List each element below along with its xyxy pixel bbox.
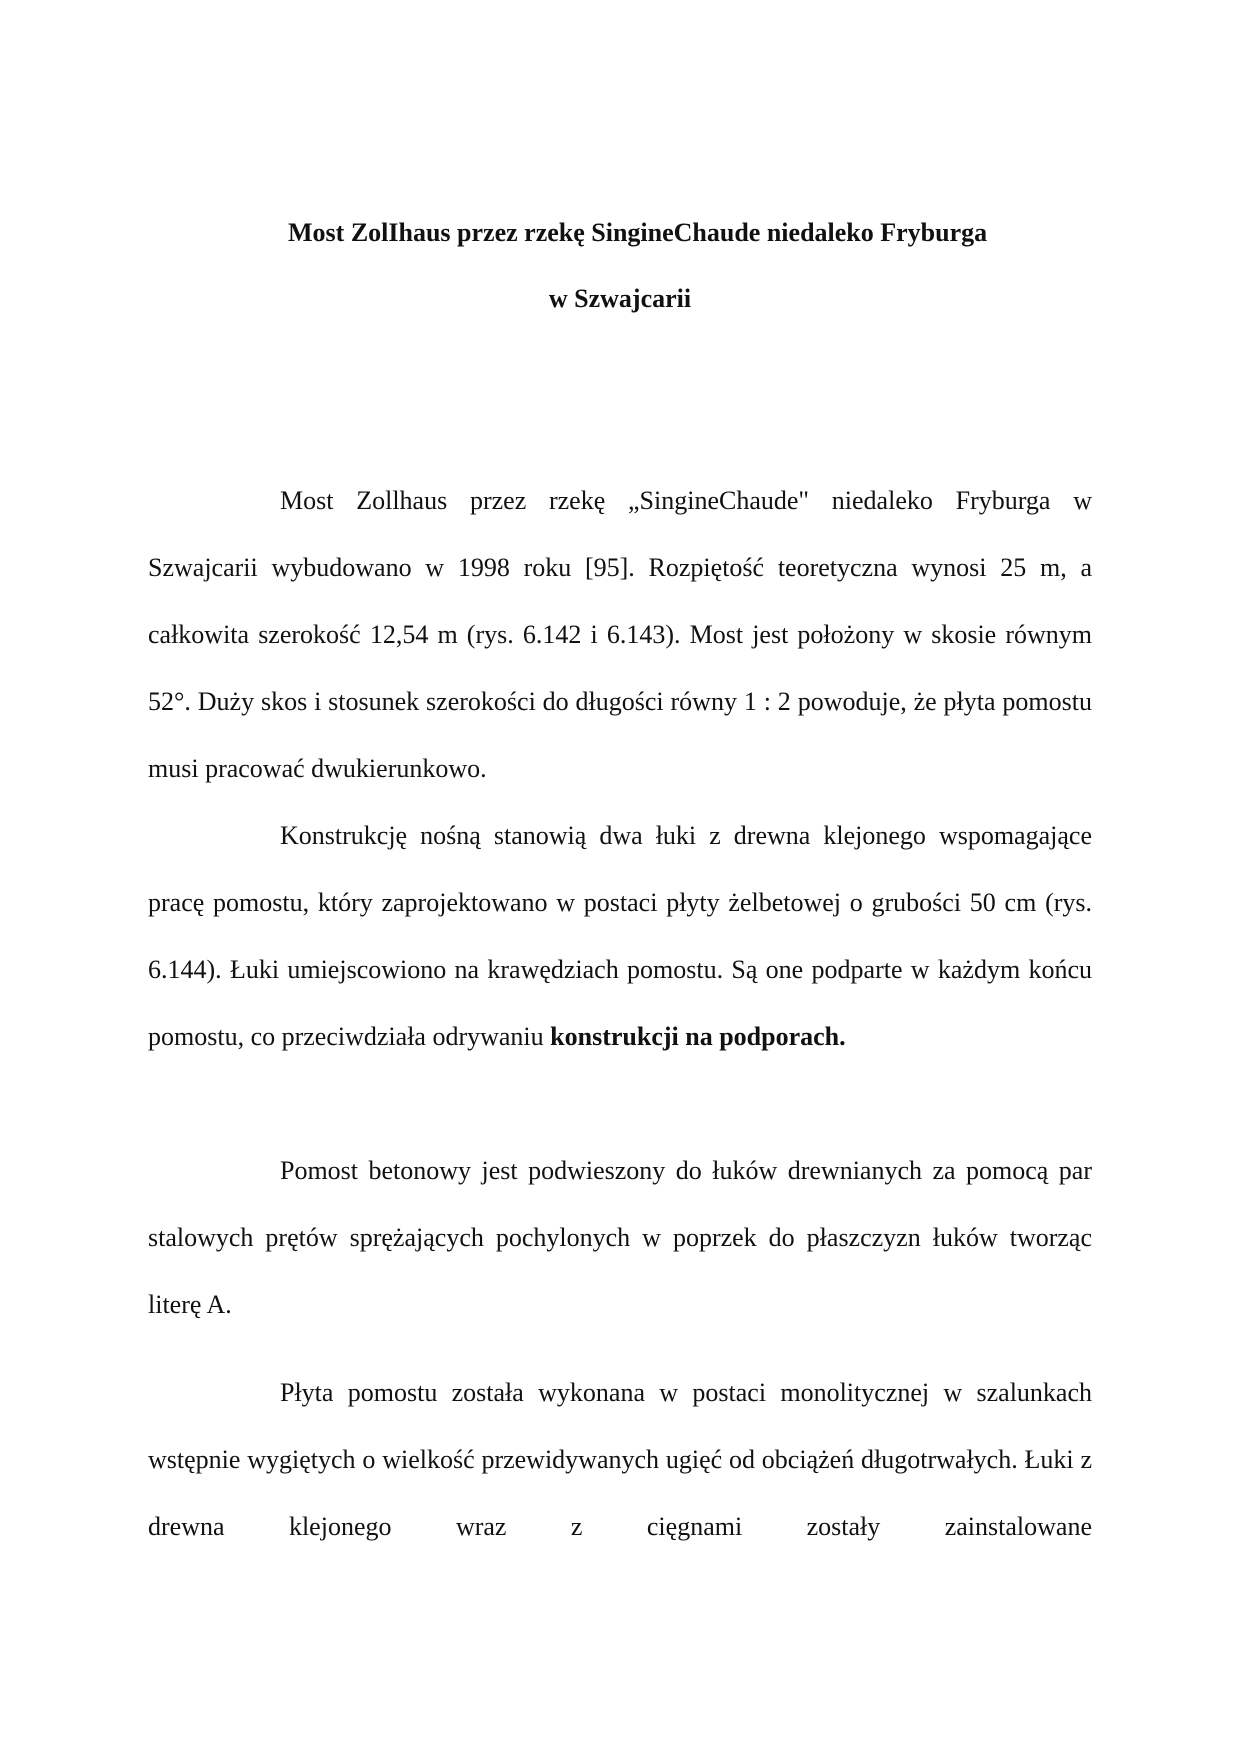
paragraph-3: Pomost betonowy jest podwieszony do łuków drewnianych za pomocą par stalowych prętów sprężających pochylonych w poprzek do płaszczyzn łuków tworząc literę A. [148, 1156, 1092, 1319]
paragraph-1: Most Zollhaus przez rzekę „SingineChaude" niedaleko Fryburga w Szwajcarii wybudowano w 1998 roku [95]. Rozpiętość teoretyczna wynosi 25 m, a całkowita szerokość 12,54 m (rys. 6.142 i 6.143). Most jest położony w skosie równym 52°. Duży skos i stosunek szerokości do długości równy 1 : 2 powoduje, że płyta pomostu musi pracować dwukierunkowo. [148, 486, 1092, 783]
paragraph-2-end: konstrukcji na podporach. [550, 1022, 846, 1051]
paragraph-4: Płyta pomostu została wykonana w postaci monolitycznej w szalunkach wstępnie wygiętych o wielkość przewidywanych ugięć od obciążeń długotrwałych. Łuki z drewna klejonego wraz z cięgnami zostały zainstalowane [148, 1378, 1092, 1541]
paragraph-2 [148, 802, 1092, 1070]
document-title-line-2: w Szwajcarii [548, 284, 692, 313]
document-title-line-1: Most ZolIhaus przez rzekę SingineChaude niedaleko Fryburga [288, 218, 988, 247]
paragraph-2-text: Konstrukcję nośną stanowią dwa łuki z drewna klejonego wspomagające pracę pomostu, który zaprojektowano w postaci płyty żelbetowej o grubości 50 cm (rys. 6.144). Łuki umiejscowiono na krawędziach pomostu. Są one podparte w każdym końcu pomostu, co przeciwdziała odrywaniu [148, 821, 1092, 1051]
